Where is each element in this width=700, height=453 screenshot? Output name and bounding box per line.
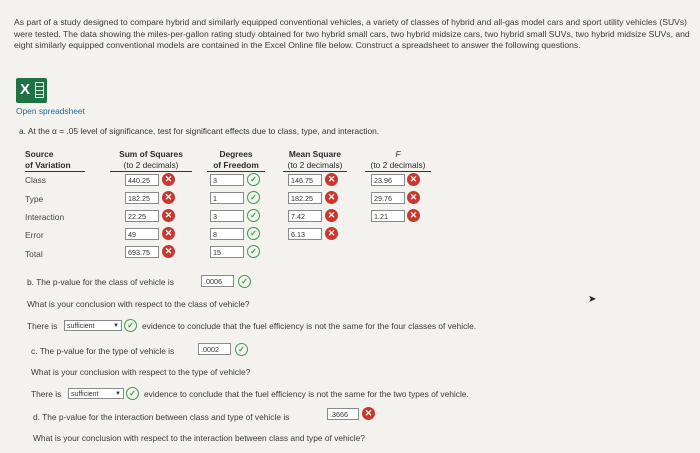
mouse-cursor-icon: ➤ <box>588 294 597 305</box>
x-circle-icon: ✕ <box>162 173 175 186</box>
x-circle-icon: ✕ <box>407 173 420 186</box>
row-label-total: Total <box>25 249 43 259</box>
ss-type-input[interactable]: 182.25 <box>125 192 159 204</box>
check-circle-icon: ✓ <box>238 275 251 288</box>
x-circle-icon: ✕ <box>325 191 338 204</box>
x-circle-icon: ✕ <box>325 209 338 222</box>
ss-total-input[interactable]: 693.75 <box>125 246 159 258</box>
question-d-prompt: What is your conclusion with respect to the interaction between class and type of vehicle? <box>33 433 365 443</box>
conclusion-type-select[interactable]: sufficient ▼ <box>68 388 124 399</box>
header-df: Degrees of Freedom <box>213 149 259 170</box>
x-circle-icon: ✕ <box>407 209 420 222</box>
x-circle-icon: ✕ <box>362 407 375 420</box>
df-class-input[interactable]: 3 <box>210 174 244 186</box>
x-circle-icon: ✕ <box>325 227 338 240</box>
question-b-prompt: What is your conclusion with respect to the class of vehicle? <box>27 299 250 309</box>
x-circle-icon: ✕ <box>162 209 175 222</box>
question-c-conclusion: evidence to conclude that the fuel efficiency is not the same for the two types of vehicle. <box>144 389 469 399</box>
df-type-input[interactable]: 1 <box>210 192 244 204</box>
header-f: F (to 2 decimals) <box>370 149 426 170</box>
x-circle-icon: ✕ <box>325 173 338 186</box>
check-circle-icon: ✓ <box>247 245 260 258</box>
question-c-prefix: c. The p-value for the type of vehicle is <box>31 346 175 356</box>
ms-type-input[interactable]: 182.25 <box>288 192 322 204</box>
ms-interaction-input[interactable]: 7.42 <box>288 210 322 222</box>
question-c-there-is: There is <box>31 389 62 399</box>
ms-class-input[interactable]: 146.75 <box>288 174 322 186</box>
question-a: a. At the α = .05 level of significance, test for significant effects due to class, type, and interaction. <box>19 126 380 136</box>
header-ms: Mean Square (to 2 decimals) <box>287 149 343 170</box>
pvalue-class-input[interactable]: .0006 <box>201 275 234 287</box>
x-circle-icon: ✕ <box>162 191 175 204</box>
open-spreadsheet-link[interactable]: Open spreadsheet <box>16 106 85 116</box>
question-b-prefix: b. The p-value for the class of vehicle is <box>27 277 174 287</box>
df-interaction-input[interactable]: 3 <box>210 210 244 222</box>
ss-class-input[interactable]: 440.25 <box>125 174 159 186</box>
question-d-prefix: d. The p-value for the interaction between class and type of vehicle is <box>33 412 290 422</box>
header-ss: Sum of Squares (to 2 decimals) <box>119 149 183 170</box>
row-label-interaction: Interaction <box>25 212 65 222</box>
pvalue-type-input[interactable]: .0002 <box>198 343 231 355</box>
f-class-input[interactable]: 23.96 <box>371 174 405 186</box>
pvalue-interaction-input[interactable]: .3666 <box>327 408 359 420</box>
check-circle-icon: ✓ <box>235 343 248 356</box>
check-circle-icon: ✓ <box>124 319 137 332</box>
check-circle-icon: ✓ <box>126 387 139 400</box>
x-circle-icon: ✕ <box>162 245 175 258</box>
question-b-there-is: There is <box>27 321 58 331</box>
ss-interaction-input[interactable]: 22.25 <box>125 210 159 222</box>
check-circle-icon: ✓ <box>247 227 260 240</box>
header-source: Source of Variation <box>25 149 71 170</box>
check-circle-icon: ✓ <box>247 209 260 222</box>
question-b-conclusion: evidence to conclude that the fuel efficiency is not the same for the four classes of vehicle. <box>142 321 477 331</box>
x-circle-icon: ✕ <box>162 227 175 240</box>
problem-intro: As part of a study designed to compare hybrid and similarly equipped conventional vehicles, a variety of classes of hybrid and all-gas model cars and sport utility vehicles (SUVs) were tested. The data showing the miles-per-gallon rating study obtained for two hybrid small cars, two hybrid midsize cars, two hybrid small SUVs, two hybrid midsize SUVs, and eight similarly equipped conventional models are contained in the Excel Online file below. Construct a spreadsheet to answer the following questions. <box>14 17 690 51</box>
question-c-prompt: What is your conclusion with respect to the type of vehicle? <box>31 367 251 377</box>
excel-icon[interactable]: X <box>16 78 47 103</box>
df-error-input[interactable]: 8 <box>210 228 244 240</box>
row-label-type: Type <box>25 194 44 204</box>
x-circle-icon: ✕ <box>407 191 420 204</box>
f-interaction-input[interactable]: 1.21 <box>371 210 405 222</box>
check-circle-icon: ✓ <box>247 191 260 204</box>
row-label-error: Error <box>25 230 44 240</box>
ss-error-input[interactable]: 49 <box>125 228 159 240</box>
df-total-input[interactable]: 15 <box>210 246 244 258</box>
conclusion-class-select[interactable]: sufficient ▼ <box>64 320 122 331</box>
check-circle-icon: ✓ <box>247 173 260 186</box>
f-type-input[interactable]: 29.76 <box>371 192 405 204</box>
ms-error-input[interactable]: 6.13 <box>288 228 322 240</box>
row-label-class: Class <box>25 175 46 185</box>
